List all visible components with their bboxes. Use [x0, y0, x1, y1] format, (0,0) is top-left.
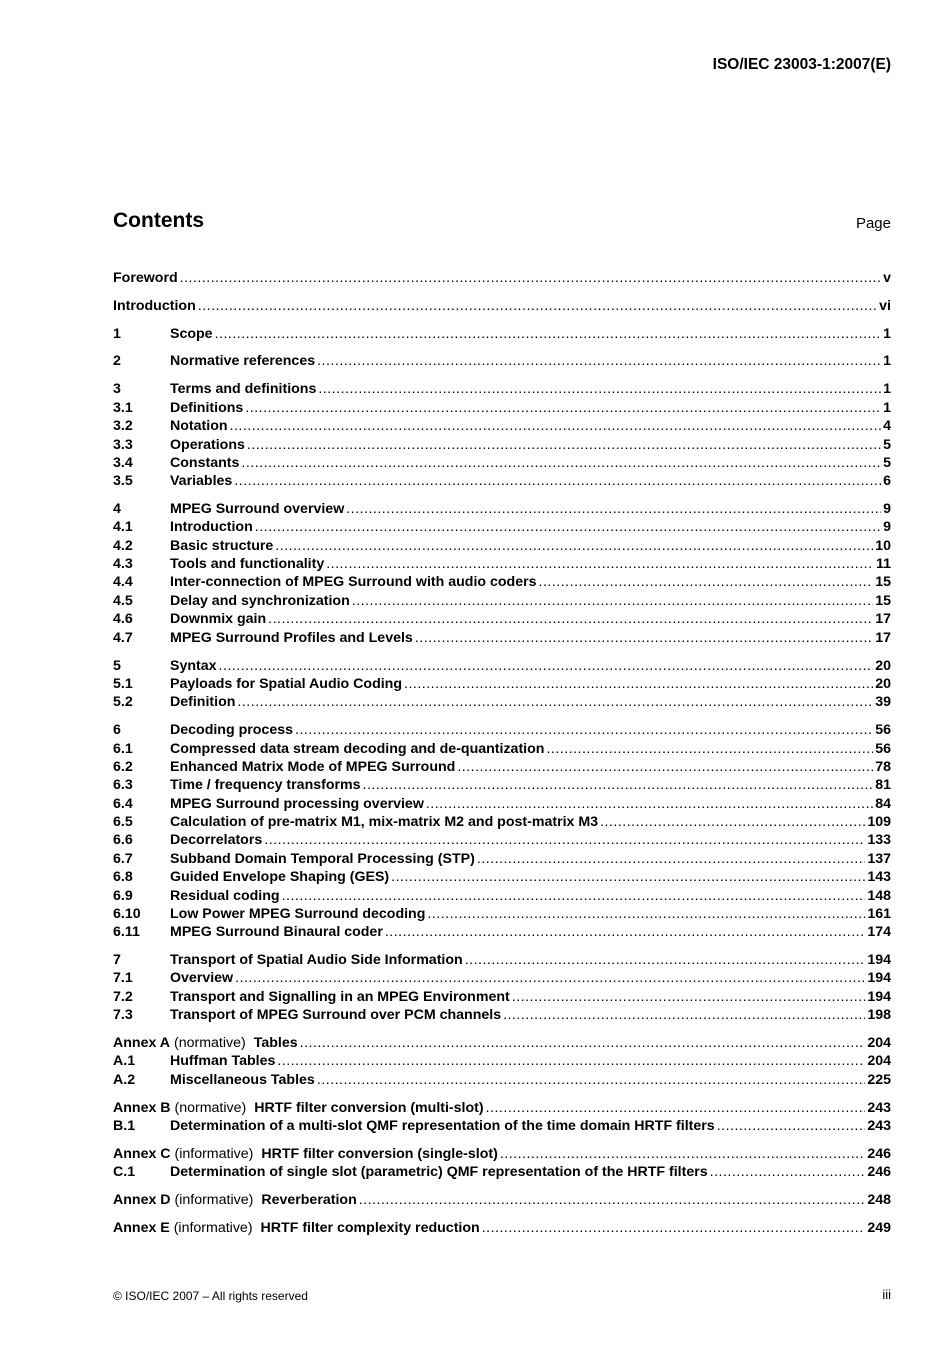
toc-title: Syntax: [170, 658, 217, 674]
dot-leader: [385, 924, 865, 940]
dot-leader: [219, 658, 874, 674]
dot-leader: [234, 473, 881, 489]
toc-title: Miscellaneous Tables: [170, 1072, 315, 1088]
toc-page: 10: [875, 538, 891, 554]
toc-number: 6.1: [113, 741, 133, 757]
dot-leader: [264, 832, 865, 848]
toc-number: 6.3: [113, 777, 133, 793]
toc-page: 109: [867, 814, 891, 830]
toc-entry[interactable]: [113, 418, 891, 437]
toc-title: Transport and Signalling in an MPEG Environment: [170, 989, 510, 1005]
toc-number: 6.9: [113, 888, 133, 904]
toc-entry[interactable]: [113, 1146, 891, 1165]
toc-entry[interactable]: [113, 574, 891, 593]
toc-entry[interactable]: [113, 777, 891, 796]
toc-number: 4.2: [113, 538, 133, 554]
dot-leader: [241, 455, 881, 471]
annex-kind: (normative): [170, 1035, 246, 1051]
toc-title: Definition: [170, 694, 236, 710]
toc-entry[interactable]: [113, 924, 891, 943]
dot-leader: [282, 888, 866, 904]
toc-entry[interactable]: [113, 270, 891, 289]
dot-leader: [710, 1164, 866, 1180]
toc-number: 7.2: [113, 989, 133, 1005]
toc-entry[interactable]: [113, 538, 891, 557]
toc-page: 1: [883, 381, 891, 397]
toc-number: 6.6: [113, 832, 133, 848]
dot-leader: [230, 418, 882, 434]
toc-number: 3.4: [113, 455, 133, 471]
toc-title: Tables: [253, 1035, 298, 1051]
toc-number: 6.5: [113, 814, 133, 830]
toc-title: Terms and definitions: [170, 381, 317, 397]
dot-leader: [391, 869, 865, 885]
toc-entry[interactable]: [113, 381, 891, 400]
toc-entry[interactable]: [113, 796, 891, 815]
annex-kind: (normative): [170, 1100, 247, 1116]
toc-entry[interactable]: [113, 298, 891, 317]
toc-number: A.1: [113, 1053, 136, 1069]
toc-title: Determination of single slot (parametric) QMF representation of the HRTF filters: [170, 1164, 708, 1180]
toc-title: Decoding process: [170, 722, 293, 738]
toc-entry[interactable]: [113, 556, 891, 575]
dot-leader: [600, 814, 865, 830]
toc-title: Guided Envelope Shaping (GES): [170, 869, 390, 885]
toc-entry[interactable]: [113, 722, 891, 741]
toc-title: Transport of Spatial Audio Side Information: [170, 952, 463, 968]
toc-page: vi: [879, 298, 891, 314]
toc-number: 4.3: [113, 556, 133, 572]
toc-page: 225: [867, 1072, 891, 1088]
toc-number: C.1: [113, 1164, 136, 1180]
toc-page: 248: [867, 1192, 891, 1208]
toc-number: 6.11: [113, 924, 140, 940]
dot-leader: [486, 1100, 866, 1116]
toc-page: 243: [867, 1118, 891, 1134]
toc-entry[interactable]: [113, 1053, 891, 1072]
toc-entry[interactable]: [113, 1035, 891, 1054]
toc-number: 4.6: [113, 611, 133, 627]
toc-page: 137: [867, 851, 891, 867]
toc-number: 7.3: [113, 1007, 133, 1023]
toc-number: 4.7: [113, 630, 133, 646]
toc-page: 198: [867, 1007, 891, 1023]
toc-number: 5: [113, 658, 121, 674]
dot-leader: [457, 759, 873, 775]
toc-title: Time / frequency transforms: [170, 777, 361, 793]
dot-leader: [295, 722, 873, 738]
toc-page: 6: [883, 473, 891, 489]
toc-page: 194: [867, 952, 891, 968]
dot-leader: [346, 501, 881, 517]
toc-title: Payloads for Spatial Audio Coding: [170, 676, 403, 692]
dot-leader: [539, 574, 874, 590]
toc-entry[interactable]: [113, 869, 891, 888]
toc-page: v: [883, 270, 891, 286]
annex-label: Annex A: [113, 1035, 171, 1051]
dot-leader: [717, 1118, 866, 1134]
dot-leader: [482, 1220, 866, 1236]
toc-entry[interactable]: [113, 1164, 891, 1183]
toc-title: Residual coding: [170, 888, 280, 904]
toc-page: 249: [867, 1220, 891, 1236]
dot-leader: [300, 1035, 866, 1051]
toc-entry[interactable]: [113, 501, 891, 520]
dot-leader: [415, 630, 873, 646]
toc-page: 148: [867, 888, 891, 904]
dot-leader: [500, 1146, 866, 1162]
toc-title: Subband Domain Temporal Processing (STP): [170, 851, 475, 867]
page-number: iii: [882, 1287, 891, 1302]
document-id: ISO/IEC 23003-1:2007(E): [712, 56, 891, 73]
toc-entry[interactable]: [113, 1007, 891, 1026]
copyright-notice: © ISO/IEC 2007 – All rights reserved: [113, 1289, 308, 1303]
toc-entry[interactable]: [113, 759, 891, 778]
toc-entry[interactable]: [113, 1220, 891, 1239]
toc-entry[interactable]: [113, 1072, 891, 1091]
toc-entry[interactable]: [113, 741, 891, 760]
toc-number: 6.7: [113, 851, 133, 867]
toc-page: 9: [883, 519, 891, 535]
dot-leader: [237, 694, 873, 710]
toc-entry[interactable]: [113, 519, 891, 538]
toc-entry[interactable]: [113, 694, 891, 713]
toc-number: 3: [113, 381, 121, 397]
dot-leader: [326, 556, 874, 572]
toc-entry[interactable]: [113, 658, 891, 677]
toc-entry[interactable]: [113, 814, 891, 833]
toc-title: Determination of a multi-slot QMF representation of the time domain HRTF filters: [170, 1118, 715, 1134]
toc-title: Huffman Tables: [170, 1053, 276, 1069]
annex-label: Annex C: [113, 1146, 171, 1162]
toc-entry[interactable]: [113, 353, 891, 372]
dot-leader: [317, 1072, 866, 1088]
toc-title: Tools and functionality: [170, 556, 325, 572]
toc-number: 4.4: [113, 574, 133, 590]
toc-title: Variables: [170, 473, 233, 489]
dot-leader: [465, 952, 866, 968]
toc-number: 5.1: [113, 676, 133, 692]
toc-title: Compressed data stream decoding and de-quantization: [170, 741, 545, 757]
toc-page: 143: [867, 869, 891, 885]
toc-number: 5.2: [113, 694, 133, 710]
toc-title: Decorrelators: [170, 832, 263, 848]
dot-leader: [359, 1192, 866, 1208]
toc-title: MPEG Surround overview: [170, 501, 345, 517]
toc-entry[interactable]: [113, 832, 891, 851]
dot-leader: [275, 538, 873, 554]
toc-page: 4: [883, 418, 891, 434]
toc-entry[interactable]: [113, 593, 891, 612]
toc-page: 56: [875, 741, 891, 757]
toc-title: Inter-connection of MPEG Surround with audio coders: [170, 574, 537, 590]
toc-page: 5: [883, 437, 891, 453]
toc-number: 7: [113, 952, 121, 968]
toc-number: 6.4: [113, 796, 133, 812]
toc-title: Scope: [170, 326, 213, 342]
toc-title: Constants: [170, 455, 240, 471]
toc-number: 3.1: [113, 400, 133, 416]
annex-kind: (informative): [169, 1220, 253, 1236]
annex-kind: (informative): [170, 1146, 254, 1162]
toc-page: 194: [867, 989, 891, 1005]
toc-entry[interactable]: [113, 455, 891, 474]
annex-kind: (informative): [170, 1192, 254, 1208]
toc-page: 161: [867, 906, 891, 922]
toc-title: HRTF filter conversion (multi-slot): [254, 1100, 484, 1116]
dot-leader: [477, 851, 866, 867]
toc-page: 174: [867, 924, 891, 940]
toc-entry[interactable]: [113, 611, 891, 630]
dot-leader: [427, 906, 865, 922]
toc-page: 204: [867, 1035, 891, 1051]
toc-page: 84: [875, 796, 891, 812]
toc-number: 3.2: [113, 418, 133, 434]
toc-title: Calculation of pre-matrix M1, mix-matrix M2 and post-matrix M3: [170, 814, 599, 830]
contents-heading: Contents: [113, 209, 204, 232]
toc-page: 15: [875, 593, 891, 609]
toc-title: HRTF filter conversion (single-slot): [261, 1146, 498, 1162]
toc-entry[interactable]: [113, 952, 891, 971]
toc-title: Reverberation: [261, 1192, 357, 1208]
toc-title: Normative references: [170, 353, 316, 369]
toc-page: 17: [875, 611, 891, 627]
toc-page: 204: [867, 1053, 891, 1069]
toc-page: 11: [876, 556, 891, 572]
dot-leader: [352, 593, 873, 609]
toc-number: 2: [113, 353, 121, 369]
toc-entry[interactable]: [113, 473, 891, 492]
toc-entry[interactable]: [113, 1192, 891, 1211]
toc-page: 15: [875, 574, 891, 590]
toc-number: 6: [113, 722, 121, 738]
toc-number: 1: [113, 326, 121, 342]
toc-title: MPEG Surround Profiles and Levels: [170, 630, 413, 646]
toc-title: Transport of MPEG Surround over PCM channels: [170, 1007, 502, 1023]
toc-title: Low Power MPEG Surround decoding: [170, 906, 426, 922]
toc-page: 133: [867, 832, 891, 848]
toc-page: 81: [875, 777, 891, 793]
toc-entry[interactable]: [113, 400, 891, 419]
dot-leader: [247, 437, 881, 453]
toc-entry[interactable]: [113, 851, 891, 870]
dot-leader: [512, 989, 866, 1005]
toc-page: 20: [875, 676, 891, 692]
dot-leader: [215, 326, 882, 342]
toc-page: 243: [867, 1100, 891, 1116]
dot-leader: [404, 676, 873, 692]
toc-title: Basic structure: [170, 538, 274, 554]
dot-leader: [546, 741, 873, 757]
dot-leader: [426, 796, 873, 812]
toc-page: 246: [867, 1164, 891, 1180]
dot-leader: [277, 1053, 865, 1069]
toc-title: Downmix gain: [170, 611, 267, 627]
toc-page: 1: [883, 400, 891, 416]
dot-leader: [503, 1007, 865, 1023]
dot-leader: [317, 353, 881, 369]
dot-leader: [245, 400, 881, 416]
toc-entry[interactable]: [113, 630, 891, 649]
toc-title: Delay and synchronization: [170, 593, 350, 609]
toc-page: 194: [867, 970, 891, 986]
toc-title: Definitions: [170, 400, 244, 416]
dot-leader: [363, 777, 874, 793]
toc-page: 1: [883, 353, 891, 369]
toc-entry[interactable]: [113, 989, 891, 1008]
toc-page: 246: [867, 1146, 891, 1162]
toc-number: 7.1: [113, 970, 133, 986]
toc-number: 4: [113, 501, 121, 517]
toc-entry[interactable]: [113, 906, 891, 925]
toc-page: 20: [875, 658, 891, 674]
toc-title: Introduction: [170, 519, 253, 535]
toc-title: MPEG Surround processing overview: [170, 796, 424, 812]
annex-label: Annex D: [113, 1192, 171, 1208]
dot-leader: [318, 381, 881, 397]
toc-page: 78: [875, 759, 891, 775]
toc-number: 6.10: [113, 906, 141, 922]
toc-title: Introduction: [113, 298, 196, 314]
toc-number: 3.5: [113, 473, 133, 489]
toc-number: 4.5: [113, 593, 133, 609]
toc-entry[interactable]: [113, 437, 891, 456]
annex-label: Annex E: [113, 1220, 170, 1236]
toc-entry[interactable]: [113, 888, 891, 907]
dot-leader: [255, 519, 881, 535]
toc-title: Foreword: [113, 270, 178, 286]
annex-label: Annex B: [113, 1100, 171, 1116]
toc-title: Overview: [170, 970, 234, 986]
toc-number: 3.3: [113, 437, 133, 453]
toc-page: 17: [875, 630, 891, 646]
toc-entry[interactable]: [113, 1118, 891, 1137]
toc-entry[interactable]: [113, 676, 891, 695]
page-column-label: Page: [855, 215, 891, 232]
toc-title: Notation: [170, 418, 228, 434]
toc-number: 4.1: [113, 519, 133, 535]
toc-page: 39: [875, 694, 891, 710]
toc-entry[interactable]: [113, 326, 891, 345]
toc-title: MPEG Surround Binaural coder: [170, 924, 383, 940]
dot-leader: [180, 270, 881, 286]
toc-entry[interactable]: [113, 970, 891, 989]
dot-leader: [235, 970, 865, 986]
toc-page: 1: [883, 326, 891, 342]
toc-title: Operations: [170, 437, 245, 453]
toc-title: HRTF filter complexity reduction: [260, 1220, 480, 1236]
toc-number: A.2: [113, 1072, 136, 1088]
toc-entry[interactable]: [113, 1100, 891, 1119]
dot-leader: [198, 298, 877, 314]
toc-number: 6.2: [113, 759, 133, 775]
dot-leader: [268, 611, 873, 627]
toc-number: B.1: [113, 1118, 136, 1134]
toc-page: 5: [883, 455, 891, 471]
toc-title: Enhanced Matrix Mode of MPEG Surround: [170, 759, 456, 775]
toc-page: 56: [875, 722, 891, 738]
toc-number: 6.8: [113, 869, 133, 885]
toc-page: 9: [883, 501, 891, 517]
